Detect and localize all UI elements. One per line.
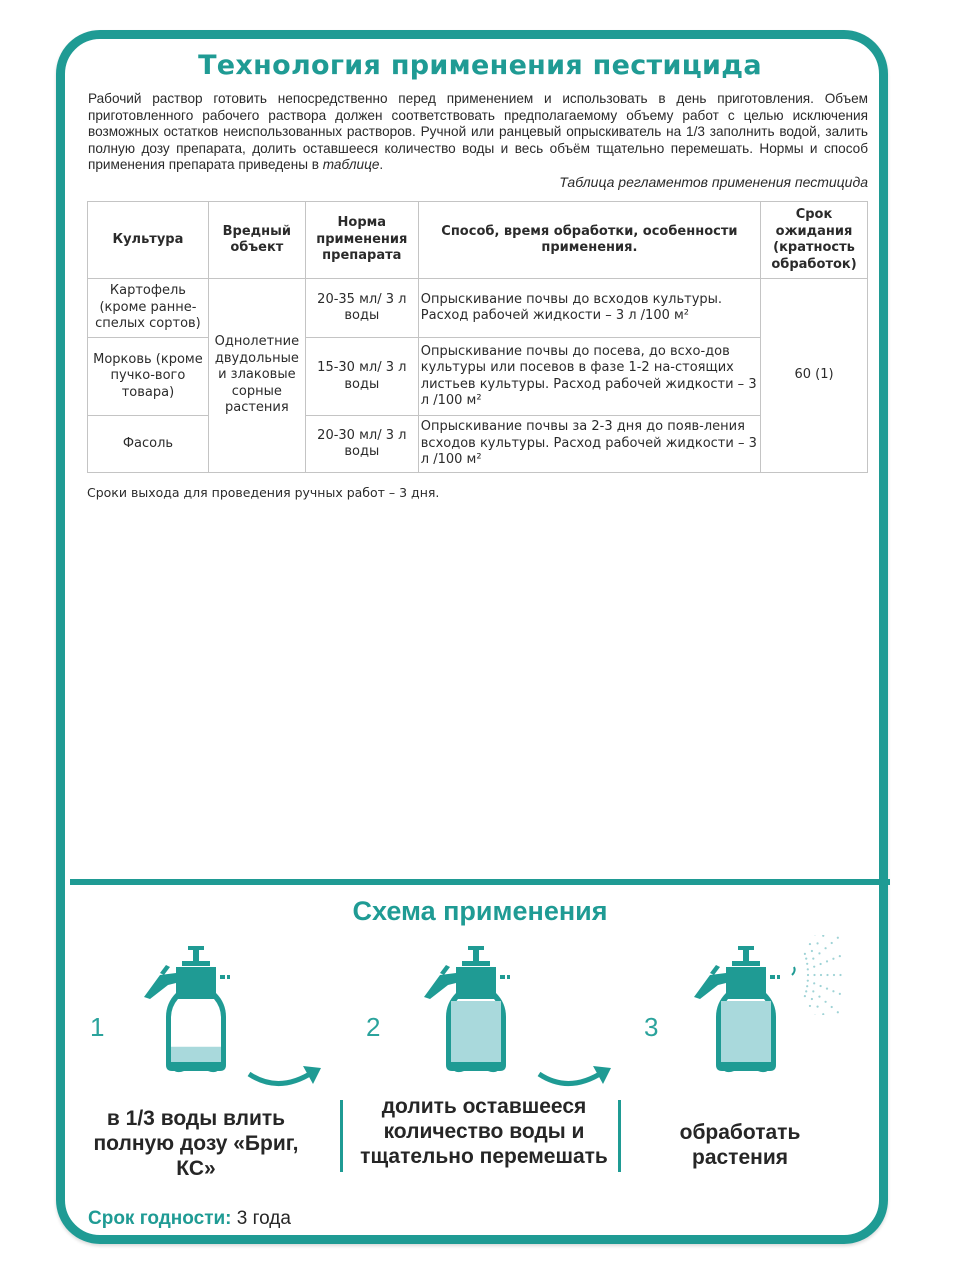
header-method: Способ, время обработки, особенности применения. <box>418 202 760 279</box>
mist-dot <box>839 955 841 957</box>
mist-dot <box>805 990 807 992</box>
step-separator <box>618 1100 621 1172</box>
header-waiting-period: Срок ожидания (кратность обработок) <box>761 202 868 279</box>
sprayer-icon <box>140 945 240 1075</box>
table-row <box>88 338 868 416</box>
cell-culture: Картофель (кроме ранне-спелых сортов) <box>88 279 209 338</box>
step-number-1: 1 <box>90 1012 105 1042</box>
arrow-icon <box>245 1062 325 1092</box>
scheme-title: Схема применения <box>352 896 608 926</box>
regulations-table <box>87 201 868 473</box>
cell-rate: 20-35 мл/ 3 л воды <box>305 279 418 338</box>
intro-paragraph <box>88 91 868 174</box>
cell-rate: 15-30 мл/ 3 л воды <box>305 338 418 416</box>
mist-dot <box>813 974 815 976</box>
table-row <box>88 279 868 338</box>
sprayer-icon <box>690 945 790 1075</box>
step-text-2: долить оставшееся количество воды и тщательно перемешать <box>360 1095 608 1168</box>
mist-dot <box>832 958 834 960</box>
mist-dot <box>805 957 807 959</box>
sprayer-liquid <box>171 1047 221 1062</box>
cell-harmful-object: Однолетние двудольные и злаковые сорные растения <box>208 279 305 473</box>
mist-dot <box>822 935 824 937</box>
reentry-note: Сроки выхода для проведения ручных работ – 3 дня. <box>87 485 440 500</box>
mist-dot <box>826 974 828 976</box>
cell-culture: Фасоль <box>88 416 209 473</box>
mist-dot <box>813 982 815 984</box>
section-divider <box>70 879 890 885</box>
step-number-2: 2 <box>366 1012 381 1042</box>
cell-culture: Морковь (кроме пучко-вого товара) <box>88 338 209 416</box>
mist-dot <box>812 957 814 959</box>
shelf-life-label: Срок годности: <box>88 1208 232 1229</box>
mist-dot <box>824 947 826 949</box>
table-caption: Таблица регламентов применения пестицида <box>559 174 868 190</box>
mist-dot <box>816 942 818 944</box>
mist-dot <box>807 974 809 976</box>
cell-method: Опрыскивание почвы за 2-3 дня до появ-ления всходов культуры. Расход рабочей жидкости – 3 л /100 м² <box>418 416 760 473</box>
sprayer-body <box>694 946 780 1072</box>
step-text-1: в 1/3 воды влить полную дозу «Бриг, КС» <box>93 1107 299 1180</box>
mist-dot <box>813 966 815 968</box>
mist-dot <box>816 1006 818 1008</box>
mist-dot <box>831 1006 833 1008</box>
mist-dot <box>820 963 822 965</box>
mist-dot <box>811 998 813 1000</box>
spray-mist-icon <box>788 935 848 1015</box>
mist-dot <box>806 985 808 987</box>
sprayer-body <box>424 946 510 1072</box>
shelf-life <box>88 1208 291 1230</box>
mist-dot <box>809 1005 811 1007</box>
intro-end: . <box>379 157 384 173</box>
step-text-3: обработать растения <box>679 1121 801 1169</box>
step-number-3: 3 <box>644 1012 659 1042</box>
mist-dot <box>804 995 806 997</box>
sprayer-body <box>144 946 230 1072</box>
step-separator <box>340 1100 343 1172</box>
mist-dot <box>824 1001 826 1003</box>
header-rate: Норма применения препарата <box>305 202 418 279</box>
mist-dot <box>822 1013 824 1015</box>
mist-dot <box>831 942 833 944</box>
mist-dot <box>837 1011 839 1013</box>
mist-dot <box>839 974 841 976</box>
intro-text: Рабочий раствор готовить непосредственно перед применением и использовать в день приготовления. Объем приготовленного рабочего раствора должен соответствовать предполагаемому объему работ с целью исключения возможных остатков неиспользованных растворов. Ручной или ранцевый опрыскиватель на 1/3 заполнить водой, залить полную дозу препарата, долить оставшееся количество воды и весь объём тщательно перемешать. Нормы и способ применения препарата приведены в <box>88 91 868 173</box>
mist-dot <box>820 985 822 987</box>
sprayer-icon <box>420 945 520 1075</box>
mist-dot <box>839 993 841 995</box>
mist-dot <box>837 937 839 939</box>
cell-method: Опрыскивание почвы до всходов культуры. Расход рабочей жидкости – 3 л /100 м² <box>418 279 760 338</box>
mist-dot <box>832 990 834 992</box>
header-culture: Культура <box>88 202 209 279</box>
mist-dot <box>806 963 808 965</box>
cell-rate: 20-30 мл/ 3 л воды <box>305 416 418 473</box>
mist-dot <box>826 988 828 990</box>
mist-dot <box>820 974 822 976</box>
mist-dot <box>818 996 820 998</box>
intro-emphasis: таблице <box>322 157 380 173</box>
cell-waiting-period: 60 (1) <box>761 279 868 473</box>
shelf-life-value: 3 года <box>236 1208 291 1229</box>
mist-dot <box>807 968 809 970</box>
mist-dot <box>812 990 814 992</box>
table-row <box>88 416 868 473</box>
mist-dot <box>811 950 813 952</box>
header-harmful-object: Вредный объект <box>208 202 305 279</box>
mist-dot <box>826 960 828 962</box>
page-title: Технология применения пестицида <box>198 50 762 81</box>
mist-dot <box>833 974 835 976</box>
mist-dot <box>818 952 820 954</box>
mist-dot <box>804 953 806 955</box>
cell-method: Опрыскивание почвы до посева, до всхо-дов культуры или посевов в фазе 1-2 на-стоящих листьев культуры. Расход рабочей жидкости – 3 л /100 м² <box>418 338 760 416</box>
arrow-icon <box>535 1062 615 1092</box>
mist-dot <box>809 943 811 945</box>
mist-dot <box>807 980 809 982</box>
sprayer-liquid <box>451 1001 501 1062</box>
sprayer-liquid <box>721 1001 771 1062</box>
table-header-row <box>88 202 868 279</box>
